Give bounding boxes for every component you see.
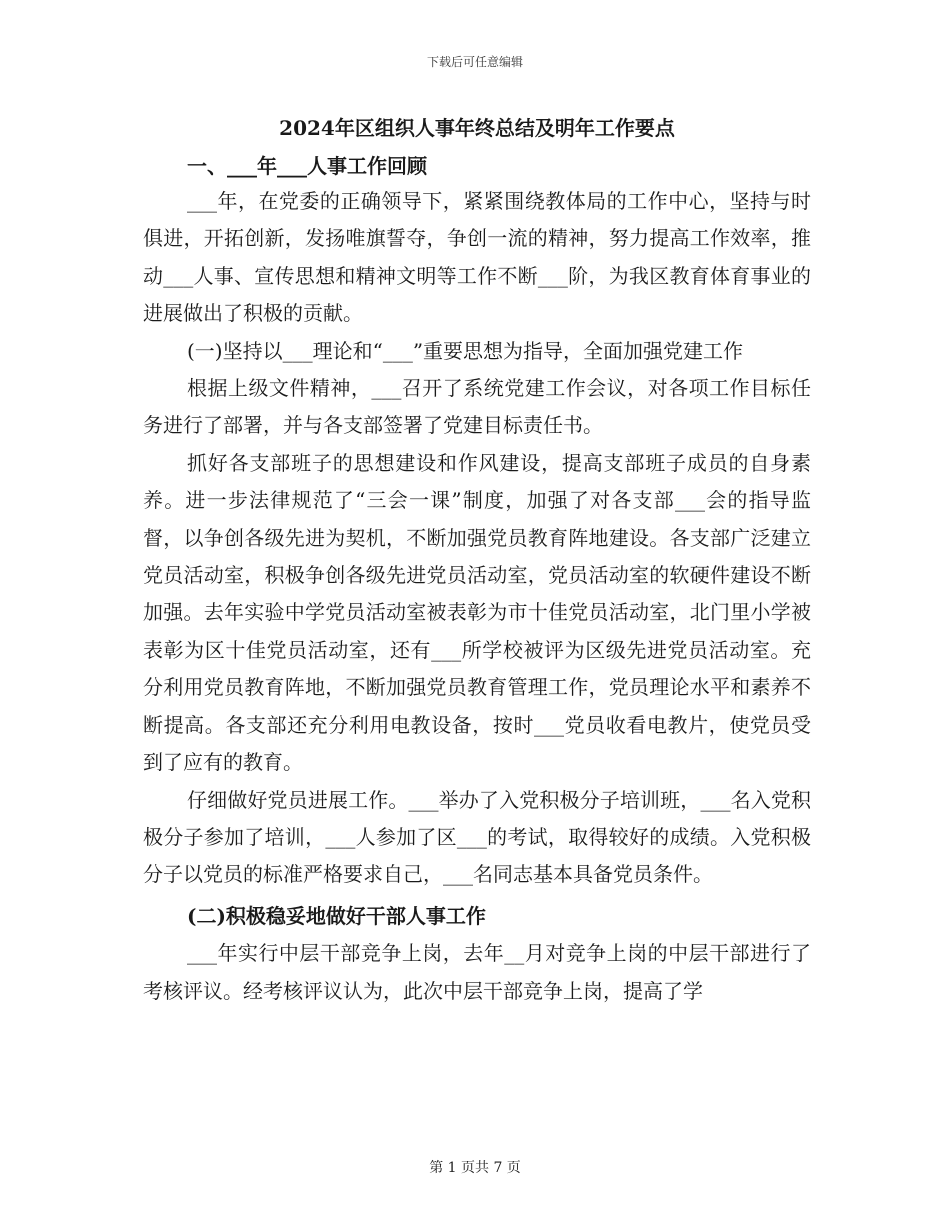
- paragraph: 抓好各支部班子的思想建设和作风建设，提高支部班子成员的自身素养。进一步法律规范了“三会一课”制度，加强了对各支部___会的指导监督，以争创各级先进为契机，不断加强党员教育阵地建设。各支部广泛建立党员活动室，积极争创各级先进党员活动室，党员活动室的软硬件建设不断加强。去年实验中学党员活动室被表彰为市十佳党员活动室，北门里小学被表彰为区十佳党员活动室，还有___所学校被评为区级先进党员活动室。充分利用党员教育阵地，不断加强党员教育管理工作，党员理论水平和素养不断提高。各支部还充分利用电教设备，按时___党员收看电教片，使党员受到了应有的教育。: [143, 450, 811, 775]
- section-heading-1: 一、___年___人事工作回顾: [187, 154, 427, 178]
- paragraph: 根据上级文件精神，___召开了系统党建工作会议，对各项工作目标任务进行了部署，并与各支部签署了党建目标责任书。: [143, 376, 811, 438]
- paragraph: (一)坚持以___理论和“___”重要思想为指导，全面加强党建工作: [187, 338, 744, 363]
- section-heading-2: (二)积极稳妥地做好干部人事工作: [187, 903, 486, 928]
- page-footer: 第 1 页共 7 页: [429, 1160, 521, 1176]
- paragraph: ___年，在党委的正确领导下，紧紧围绕教体局的工作中心，坚持与时俱进，开拓创新，发扬唯旗誓夺，争创一流的精神，努力提高工作效率，推动___人事、宣传思想和精神文明等工作不断___阶，为我区教育体育事业的进展做出了积极的贡献。: [143, 189, 811, 326]
- document-title: 2024年区组织人事年终总结及明年工作要点: [279, 116, 675, 140]
- paragraph: 仔细做好党员进展工作。___举办了入党积极分子培训班，___名入党积极分子参加了培训，___人参加了区___的考试，取得较好的成绩。入党积极分子以党员的标准严格要求自己，___名同志基本具备党员条件。: [143, 787, 811, 887]
- document-body: [143, 113, 811, 1010]
- paragraph: ___年实行中层干部竞争上岗，去年__月对竞争上岗的中层干部进行了考核评议。经考核评议认为，此次中层干部竞争上岗，提高了学: [143, 941, 811, 1003]
- header-note: 下载后可任意编辑: [426, 55, 523, 69]
